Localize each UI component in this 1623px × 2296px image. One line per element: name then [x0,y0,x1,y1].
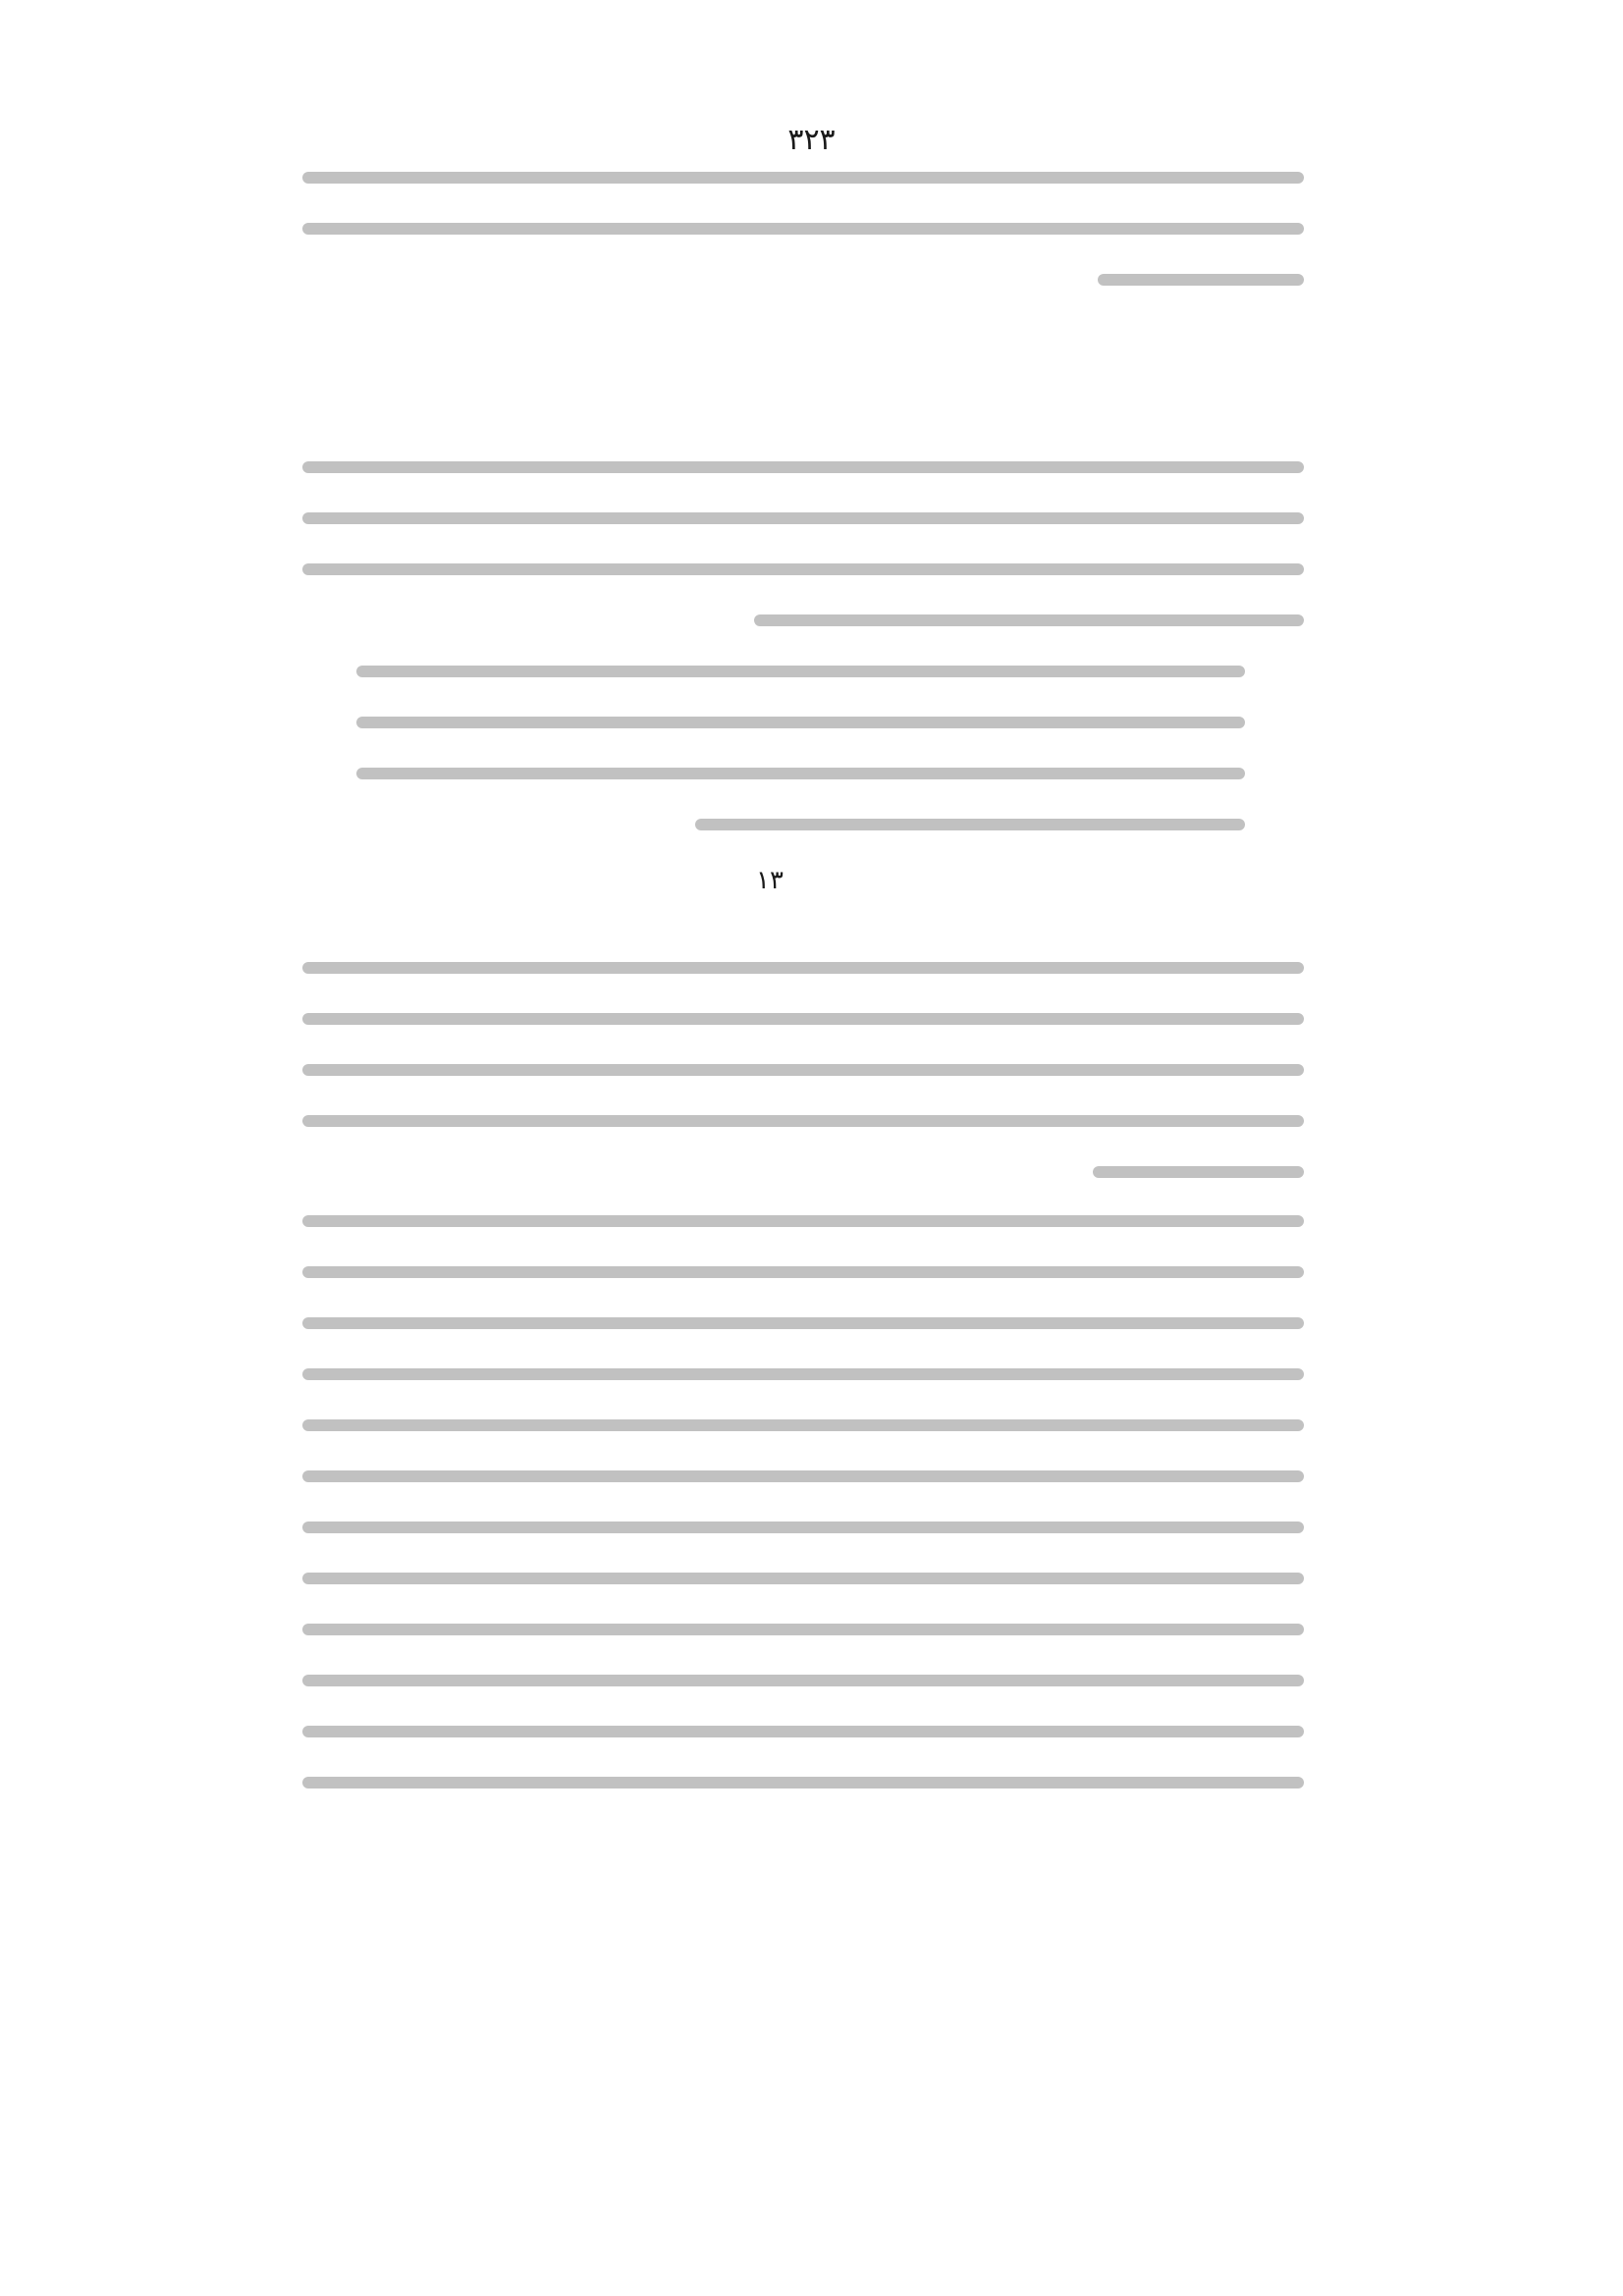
block-quote [356,666,1245,830]
paragraph-2 [302,461,1304,626]
paragraph-4 [302,1215,1304,1789]
page-number: ۳۲۳ [787,123,836,157]
endnote-marker: ۱۳ [756,866,784,895]
paragraph-3 [302,962,1304,1178]
paragraph-1 [302,172,1304,286]
